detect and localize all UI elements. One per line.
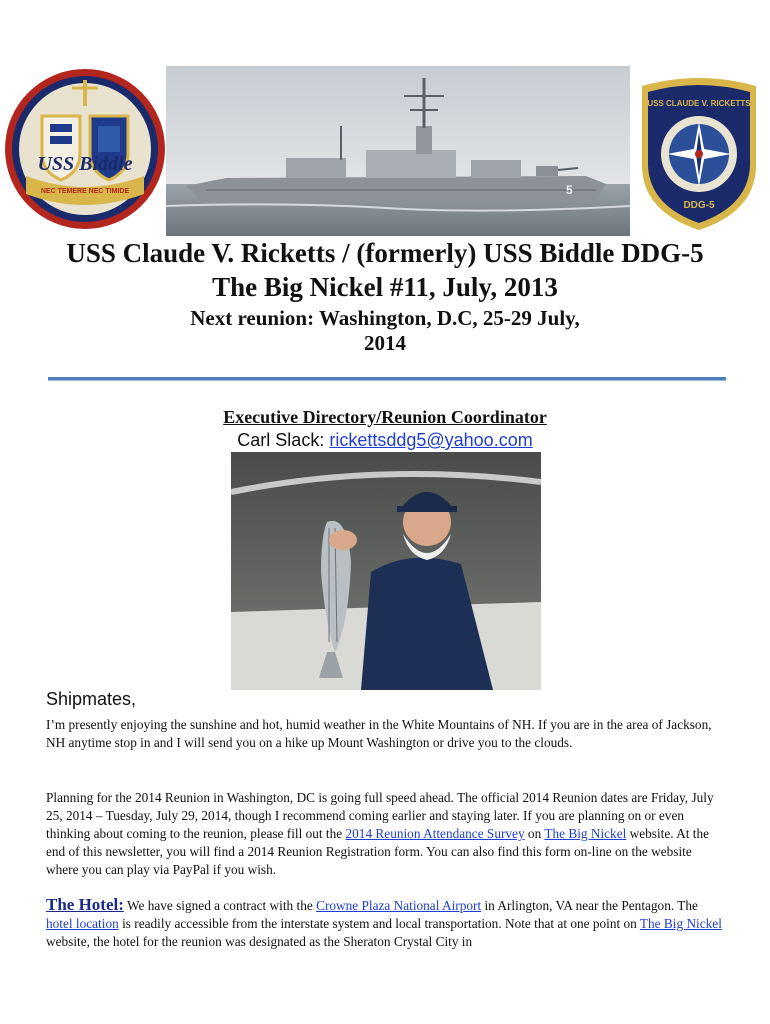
paragraph-intro: I’m presently enjoying the sunshine and hot, humid weather in the White Mountains of NH. If you are in the area of Jackson, NH anytime stop in and I will send you on a hike up Mount Washington or drive you to the clouds. [46,717,712,750]
paragraph-reunion-planning [46,789,726,879]
header-banner [0,66,770,236]
uss-biddle-patch-image [2,66,168,232]
paragraph-hotel [46,896,726,951]
p3-text-a: We have signed a contract with the [123,898,317,913]
greeting: Shipmates, [46,689,137,709]
coordinator-holding-fish-photo [231,452,541,690]
p3-text-c: is readily accessible from the interstate system and local transportation. Note that at one point on [118,916,640,931]
newsletter-title: USS Claude V. Ricketts / (formerly) USS Biddle DDG-5 [66,238,704,268]
patch-ship-name: USS Biddle [37,153,133,175]
hotel-heading: The Hotel: [46,895,124,914]
newsletter-issue: The Big Nickel #11, July, 2013 [212,272,558,302]
p2-text-c: website. At the end of this newsletter, you will find a 2014 Reunion Registration form. You can also find this form on-line on the website where you can play via PayPal if you wish. [46,826,710,877]
coordinator-email-link[interactable]: rickettsddg5@yahoo.com [329,430,533,450]
coordinator-role: Executive Directory/Reunion Coordinator [223,407,547,427]
p2-text-a: Planning for the 2014 Reunion in Washington, DC is going full speed ahead. The official 2014 Reunion dates are Friday, July 25, 2014 – Tuesday, July 29, 2014, though I recommend coming earlier and staying later. If you are planning on or even thinking about coming to the reunion, please fill out the [46,790,714,841]
coordinator-name: Carl Slack: [237,430,330,450]
patch-motto: NEC TEMERE NEC TIMIDE [40,188,130,195]
destroyer-ship-photo [166,66,630,236]
attendance-survey-link[interactable]: 2014 Reunion Attendance Survey [345,826,525,841]
big-nickel-link[interactable]: The Big Nickel [544,826,627,841]
p3-text-d: website, the hotel for the reunion was designated as the Sheraton Crystal City in [46,934,473,949]
next-reunion-year: 2014 [364,331,406,355]
section-divider [48,377,726,381]
uss-claude-v-ricketts-patch-image [634,76,764,234]
patch-ship-title: USS CLAUDE V. RICKETTS [647,99,751,108]
coordinator-contact [0,430,770,451]
hull-number: 5 [566,183,573,197]
patch-hull-designation: DDG-5 [683,200,715,211]
crowne-plaza-link[interactable]: Crowne Plaza National Airport [316,898,482,913]
p3-text-b: in Arlington, VA near the Pentagon. The [481,898,698,913]
p2-text-b: on [524,826,545,841]
hotel-location-link[interactable]: hotel location [46,916,119,931]
big-nickel-link-2[interactable]: The Big Nickel [639,916,722,931]
next-reunion-line: Next reunion: Washington, D.C, 25-29 July, [190,306,580,330]
